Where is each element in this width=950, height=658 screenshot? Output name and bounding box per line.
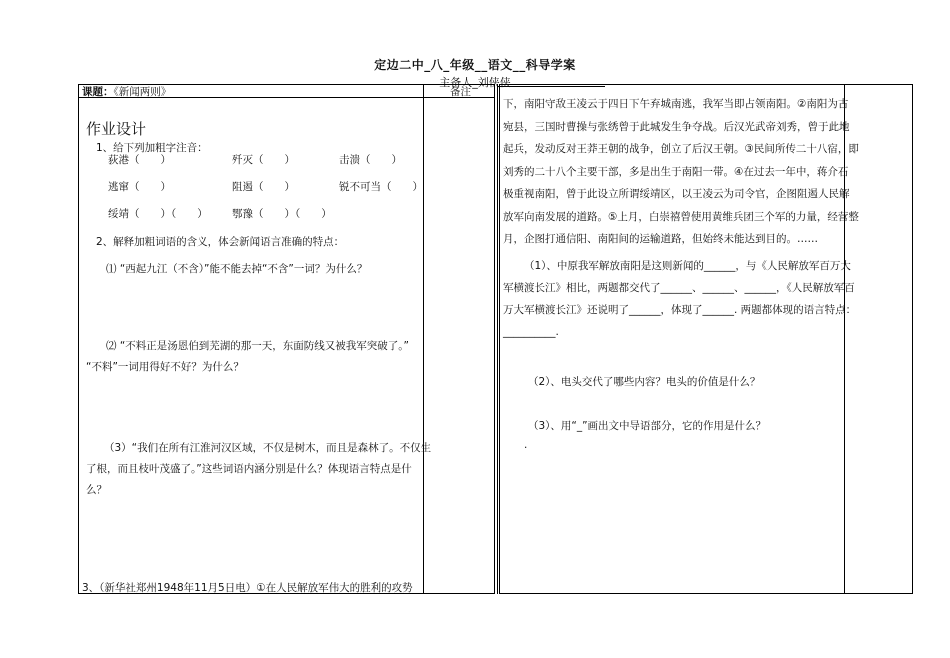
document-title: 定边二中_八_年级__语文__科导学案 bbox=[374, 58, 576, 72]
right-table-divider bbox=[844, 84, 845, 594]
topic-value: 《新闻两则》 bbox=[113, 86, 172, 98]
question-2-part-3-line-2: 了根，而且枝叶茂盛了。”这些词语内涵分别是什么？体现语言特点是什 bbox=[86, 463, 412, 475]
passage-line: 起兵，发动反对王莽王朝的战争，创立了后汉王朝。③民间所传二十八宿，即 bbox=[503, 143, 859, 155]
sub-question-3: （3）、用“_”画出文中导语部分，它的作用是什么？ bbox=[528, 420, 767, 432]
sub-question-1-line: 万大军横渡长江》还说明了______，体现了______. 两题都体现的语言特点： bbox=[503, 304, 857, 316]
topic-row bbox=[82, 85, 171, 99]
section-title: 作业设计 bbox=[86, 120, 147, 138]
sub-question-1-line: 军横渡长江》相比，两题都交代了______、______、______，《人民解放军百 bbox=[503, 282, 855, 294]
question-2-part-3-line-3: 么？ bbox=[86, 484, 107, 496]
question-2-part-2-line-1: ⑵ “不料正是汤恩伯到芜湖的那一天，东面防线又被我军突破了。” bbox=[106, 340, 409, 352]
question-2-part-2-line-2: “不料”一词用得好不好？为什么？ bbox=[86, 361, 244, 373]
pinyin-item: 绥靖（ ）（ ） bbox=[108, 208, 208, 220]
passage-line: 极重视南阳，曾于此设立所谓绥靖区，以王凌云为司令官，企图阻遏人民解 bbox=[503, 188, 850, 200]
pinyin-item: 歼灭（ ） bbox=[232, 154, 295, 166]
stray-mark: . bbox=[524, 439, 528, 451]
preparer-line: 主备人_刘侠侠 bbox=[439, 76, 511, 89]
passage-line: 刘秀的二十八个主要干部，多是出生于南阳一带。④在过去一年中，蒋介石 bbox=[503, 166, 849, 178]
left-table-divider bbox=[423, 84, 424, 594]
question-2-part-3-line-1: （3）“我们在所有江淮河汉区域，不仅是树木，而且是森林了。不仅生 bbox=[104, 442, 432, 454]
pinyin-item: 逃窜（ ） bbox=[108, 181, 171, 193]
right-table bbox=[499, 84, 913, 594]
pinyin-item: 阻遏（ ） bbox=[232, 181, 295, 193]
notes-header: 备注 bbox=[450, 86, 471, 98]
question-1-title: 1、给下列加粗字注音： bbox=[96, 142, 208, 154]
question-2-title: 2、解释加粗词语的含义，体会新闻语言准确的特点： bbox=[96, 236, 345, 248]
pinyin-item: 荻港（ ） bbox=[108, 154, 171, 166]
sub-question-2: （2）、电头交代了哪些内容？电头的价值是什么？ bbox=[528, 376, 761, 388]
topic-label: 课题： bbox=[82, 86, 114, 98]
pinyin-item: 锐不可当（ ） bbox=[339, 181, 423, 193]
pinyin-item: 击溃（ ） bbox=[339, 154, 402, 166]
right-table-left-double bbox=[497, 84, 498, 594]
pinyin-item: 鄂豫（ ）（ ） bbox=[232, 208, 332, 220]
question-3-lead: 3、（新华社郑州1948年11月5日电）①在人民解放军伟大的胜利的攻势 bbox=[82, 582, 413, 594]
sub-question-1-line: （1）、中原我军解放南阳是这则新闻的______，与《人民解放军百万大 bbox=[524, 260, 851, 272]
passage-line: 月，企图打通信阳、南阳间的运输道路，但始终未能达到目的。…… bbox=[503, 233, 818, 245]
passage-line: 放军向南发展的道路。⑤上月，白崇禧曾使用黄维兵团三个军的力量，经营整 bbox=[503, 211, 859, 223]
passage-line: 下，南阳守敌王凌云于四日下午弃城南逃，我军当即占领南阳。②南阳为古 bbox=[503, 98, 849, 110]
question-2-part-1: ⑴ “西起九江（不含）”能不能去掉“不含”一词？为什么？ bbox=[106, 263, 368, 275]
sub-question-1-line: __________. bbox=[503, 326, 559, 338]
passage-line: 宛县，三国时曹操与张绣曾于此城发生争夺战。后汉光武帝刘秀，曾于此地 bbox=[503, 121, 850, 133]
